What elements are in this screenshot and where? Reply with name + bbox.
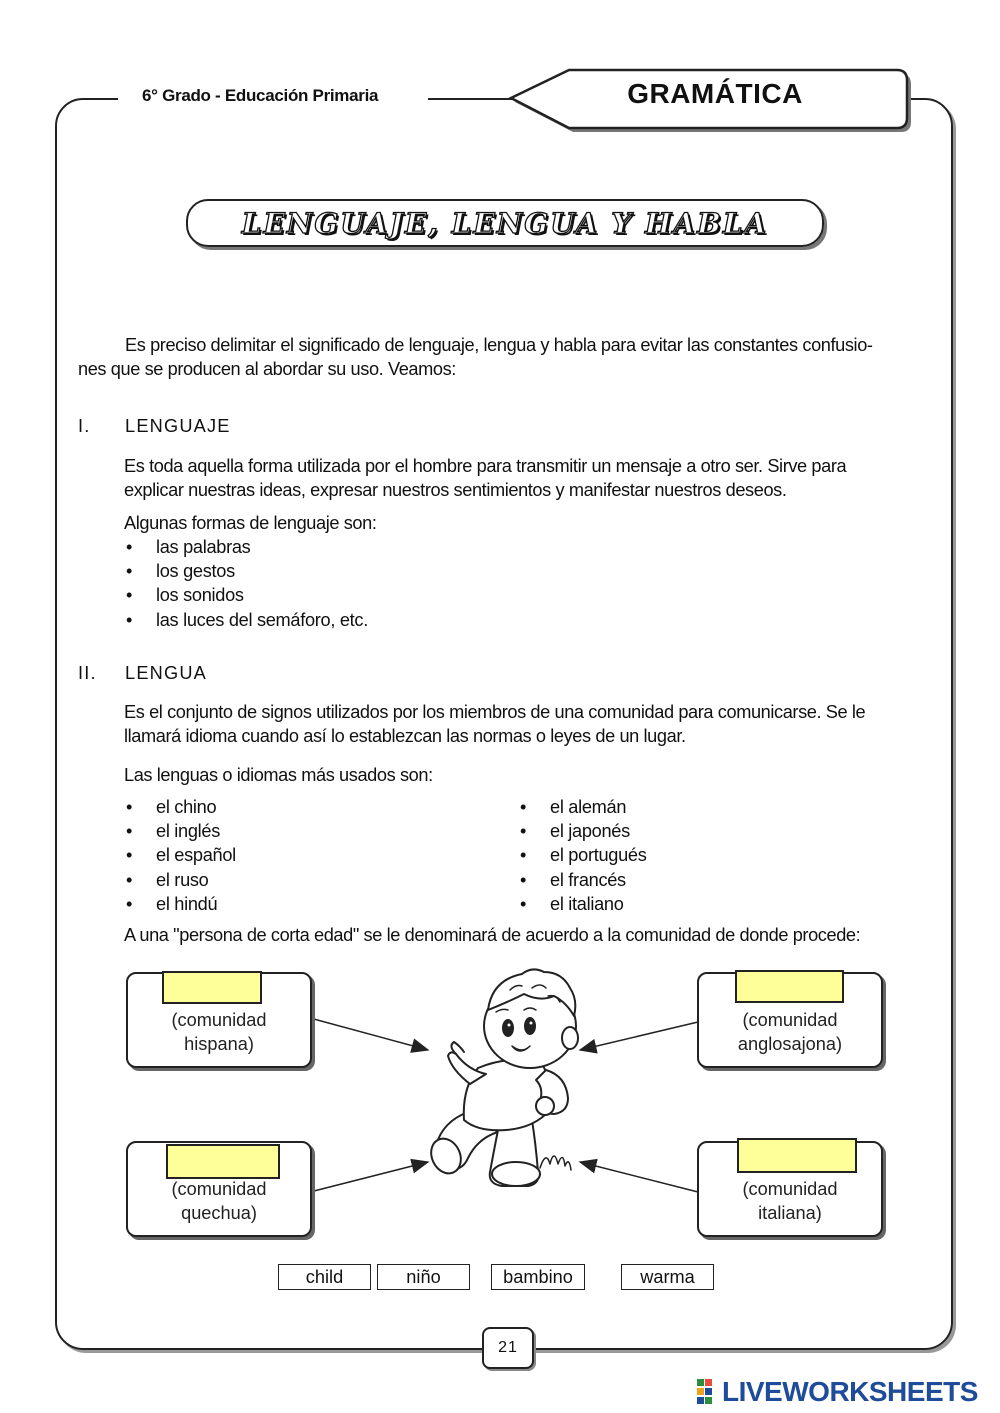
section-1-line-1: Es toda aquella forma utilizada por el hombre para transmitir un mensaje a otro ser. Sirve para <box>124 456 847 476</box>
intro-line-1: Es preciso delimitar el significado de lenguaje, lengua y habla para evitar las constantes confusio- <box>125 335 873 355</box>
section-2-line-1: Es el conjunto de signos utilizados por los miembros de una comunidad para comunicarse. Se le <box>124 702 866 722</box>
page-title: LENGUAJE, LENGUA Y HABLA <box>241 206 769 240</box>
section-2-line-2: llamará idioma cuando así lo establezcan las normas o leyes de un lugar. <box>124 726 686 746</box>
section-1-label: LENGUAJE <box>125 416 231 436</box>
answer-field-anglosajona[interactable] <box>735 970 844 1003</box>
list-item: • las palabras <box>124 535 368 559</box>
list-item: • el francés <box>518 868 647 892</box>
section-1-list-intro: Algunas formas de lenguaje son: <box>124 513 377 533</box>
subject-title: GRAMÁTICA <box>627 78 803 109</box>
word-warma[interactable]: warma <box>621 1264 714 1290</box>
word-nino[interactable]: niño <box>377 1264 470 1290</box>
answer-field-quechua[interactable] <box>166 1144 280 1179</box>
list-item: • el español <box>124 843 236 867</box>
section-2-number: II. <box>78 663 97 683</box>
list-item: • el ruso <box>124 868 236 892</box>
liveworksheets-watermark: LIVEWORKSHEETS <box>722 1376 978 1407</box>
box-anglosajona-line-2: anglosajona) <box>737 1034 843 1054</box>
closing-sentence: A una "persona de corta edad" se le denominará de acuerdo a la comunidad de donde procede: <box>124 925 861 945</box>
answer-field-hispana[interactable] <box>162 971 262 1004</box>
box-italiana-line-2: italiana) <box>758 1203 822 1223</box>
list-item: • el japonés <box>518 819 647 843</box>
list-item: • el italiano <box>518 892 647 916</box>
list-item: • el portugués <box>518 843 647 867</box>
list-item: • los gestos <box>124 559 368 583</box>
answer-field-italiana[interactable] <box>737 1138 857 1173</box>
arrow-italiana <box>580 1162 698 1192</box>
list-item: • los sonidos <box>124 583 368 607</box>
box-hispana-line-2: hispana) <box>184 1034 254 1054</box>
box-anglosajona-line-1: (comunidad <box>742 1010 838 1030</box>
intro-line-2: nes que se producen al abordar su uso. Veamos: <box>78 359 456 379</box>
box-quechua-line-2: quechua) <box>181 1203 257 1223</box>
word-child[interactable]: child <box>278 1264 371 1290</box>
list-item: • las luces del semáforo, etc. <box>124 608 368 632</box>
box-italiana-line-1: (comunidad <box>742 1179 838 1199</box>
section-1-number: I. <box>78 416 91 436</box>
section-1-line-2: explicar nuestras ideas, expresar nuestros sentimientos y manifestar nuestros deseos. <box>124 480 787 500</box>
grade-label: 6° Grado - Educación Primaria <box>142 86 379 105</box>
list-item: • el inglés <box>124 819 236 843</box>
arrow-anglosajona <box>580 1022 698 1050</box>
arrow-hispana <box>310 1018 428 1050</box>
list-item: • el hindú <box>124 892 236 916</box>
liveworksheets-logo-icon <box>697 1379 721 1405</box>
box-quechua-line-1: (comunidad <box>171 1179 267 1199</box>
arrow-quechua <box>310 1162 428 1192</box>
page-number: 21 <box>482 1327 534 1369</box>
box-hispana-line-1: (comunidad <box>171 1010 267 1030</box>
section-2-label: LENGUA <box>125 663 207 683</box>
word-bambino[interactable]: bambino <box>491 1264 585 1290</box>
child-illustration <box>426 969 578 1186</box>
section-2-list-intro: Las lenguas o idiomas más usados son: <box>124 765 433 785</box>
list-item: • el chino <box>124 795 236 819</box>
list-item: • el alemán <box>518 795 647 819</box>
